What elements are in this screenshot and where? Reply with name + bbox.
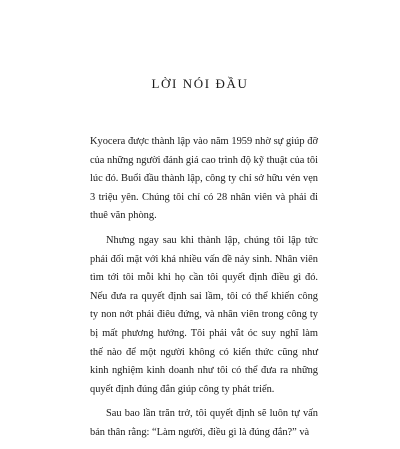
paragraph-2: Nhưng ngay sau khi thành lập, chúng tôi lập tức phải đối mặt với khá nhiều vấn đề nảy sinh. Nhân viên tìm tới tôi mỗi khi họ cần tôi quyết định điều gì đó. Nếu đưa ra quyết định sai lầm, tôi có thể khiến công ty non nớt phải điêu đứng, và nhân viên trong công ty bị mất phương hướng. Tôi phải vắt óc suy nghĩ làm thế nào để một người không có kiến thức cũng như kinh nghiệm kinh doanh như tôi có thể đưa ra những quyết định đúng đắn giúp công ty phát triển.: [90, 234, 318, 395]
paragraph-3: Sau bao lần trăn trở, tôi quyết định sẽ luôn tự vấn bản thân rằng: “Làm người, điều gì là đúng đắn?” và: [90, 408, 318, 438]
chapter-heading: LỜI NÓI ĐẦU: [151, 76, 249, 91]
body-text: [90, 133, 318, 449]
paragraph-1: Kyocera được thành lập vào năm 1959 nhờ sự giúp đỡ của những người đánh giá cao trình độ kỹ thuật của tôi lúc đó. Buổi đầu thành lập, công ty chỉ sở hữu vẻn vẹn 3 triệu yên. Chúng tôi chỉ có 28 nhân viên và phải đi thuê văn phòng.: [90, 136, 318, 222]
